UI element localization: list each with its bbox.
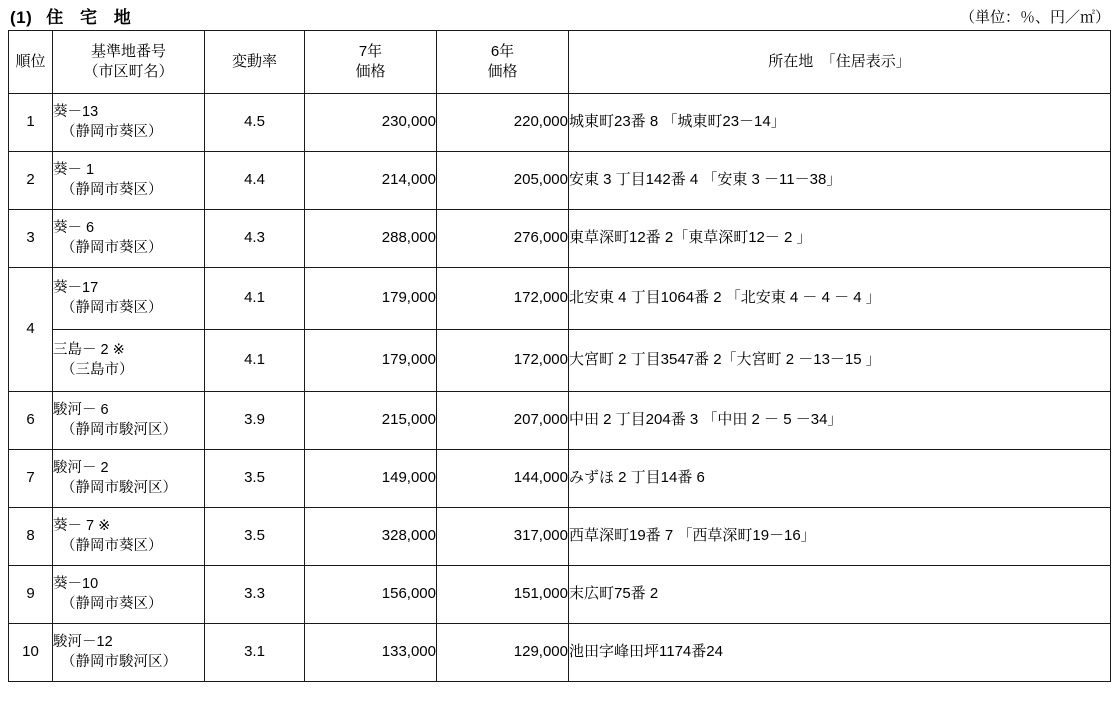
col-header-rate-line1: 変動率 <box>231 52 277 70</box>
col-header-address <box>569 31 1111 94</box>
col-header-price7-line1: 7年 <box>358 42 383 60</box>
cell-rank: 7 <box>9 450 53 508</box>
col-header-price6-line2: 価格 <box>487 63 518 80</box>
cell-rank: 3 <box>9 210 53 268</box>
cell-price-year7: 288,000 <box>305 210 437 268</box>
cell-rank: 8 <box>9 508 53 566</box>
cell-address: 大宮町 2 丁目3547番 2「大宮町 2 －13－15 」 <box>569 330 1111 392</box>
cell-address: 中田 2 丁目204番 3 「中田 2 － 5 －34」 <box>569 392 1111 450</box>
cell-address: みずほ 2 丁目14番 6 <box>569 450 1111 508</box>
cell-point-number <box>53 330 205 392</box>
cell-point-number-line2: （静岡市葵区） <box>61 181 163 198</box>
cell-price-year6: 205,000 <box>437 152 569 210</box>
cell-price-year7: 156,000 <box>305 566 437 624</box>
col-header-price7-line2: 価格 <box>355 63 386 80</box>
cell-rank: 9 <box>9 566 53 624</box>
cell-address: 城東町23番 8 「城東町23－14」 <box>569 94 1111 152</box>
cell-point-number-line1: 葵－ 6 <box>53 219 95 236</box>
cell-point-number-line2: （三島市） <box>61 361 134 378</box>
cell-price-year6: 220,000 <box>437 94 569 152</box>
cell-point-number <box>53 392 205 450</box>
cell-point-number-line2: （静岡市葵区） <box>61 595 163 612</box>
cell-rank: 6 <box>9 392 53 450</box>
table-row <box>9 210 1111 268</box>
cell-change-rate: 3.9 <box>205 392 305 450</box>
cell-change-rate: 3.5 <box>205 450 305 508</box>
cell-price-year6: 172,000 <box>437 330 569 392</box>
cell-price-year6: 317,000 <box>437 508 569 566</box>
table-row <box>9 268 1111 330</box>
table-body <box>9 94 1111 682</box>
cell-point-number-line2: （静岡市葵区） <box>61 239 163 256</box>
cell-price-year7: 149,000 <box>305 450 437 508</box>
cell-address: 安東 3 丁目142番 4 「安東 3 －11－38」 <box>569 152 1111 210</box>
unit-note: （単位：％、円／㎡） <box>959 9 1110 26</box>
cell-rank: 10 <box>9 624 53 682</box>
cell-point-number-line1: 駿河－12 <box>53 633 113 650</box>
cell-point-number <box>53 210 205 268</box>
table-header-row <box>9 31 1111 94</box>
land-price-ranking-table <box>8 30 1111 682</box>
cell-rank: 4 <box>9 268 53 392</box>
cell-change-rate: 4.4 <box>205 152 305 210</box>
cell-address: 池田字峰田坪1174番24 <box>569 624 1111 682</box>
col-header-price6-line1: 6年 <box>490 42 515 60</box>
cell-point-number-line2: （静岡市駿河区） <box>61 479 177 496</box>
cell-change-rate: 3.1 <box>205 624 305 682</box>
cell-point-number-line2: （静岡市葵区） <box>61 537 163 554</box>
cell-point-number <box>53 624 205 682</box>
cell-point-number <box>53 268 205 330</box>
section-number: (1) <box>10 8 33 27</box>
cell-point-number <box>53 152 205 210</box>
cell-rank: 2 <box>9 152 53 210</box>
cell-change-rate: 4.1 <box>205 330 305 392</box>
cell-change-rate: 3.3 <box>205 566 305 624</box>
table-header <box>9 31 1111 94</box>
cell-point-number-line1: 駿河－ 6 <box>53 401 109 418</box>
cell-address: 西草深町19番 7 「西草深町19－16」 <box>569 508 1111 566</box>
col-header-point-line1: 基準地番号 <box>90 42 166 60</box>
cell-point-number-line2: （静岡市葵区） <box>61 299 163 316</box>
cell-point-number-line1: 葵－17 <box>53 279 99 296</box>
cell-point-number-line1: 三島－ 2 ※ <box>53 341 125 358</box>
cell-price-year7: 179,000 <box>305 330 437 392</box>
table-row <box>9 508 1111 566</box>
col-header-price6 <box>437 31 569 94</box>
cell-price-year7: 214,000 <box>305 152 437 210</box>
col-header-rank <box>9 31 53 94</box>
col-header-price7 <box>305 31 437 94</box>
cell-point-number <box>53 94 205 152</box>
cell-price-year6: 276,000 <box>437 210 569 268</box>
cell-address: 末広町75番 2 <box>569 566 1111 624</box>
table-row <box>9 450 1111 508</box>
cell-address: 東草深町12番 2「東草深町12－ 2 」 <box>569 210 1111 268</box>
col-header-point-line2: （市区町名） <box>83 63 174 80</box>
cell-point-number <box>53 508 205 566</box>
table-row <box>9 94 1111 152</box>
cell-price-year7: 328,000 <box>305 508 437 566</box>
col-header-rate <box>205 31 305 94</box>
cell-point-number-line1: 葵－13 <box>53 103 99 120</box>
cell-point-number-line1: 葵－ 1 <box>53 161 95 178</box>
table-row <box>9 152 1111 210</box>
cell-price-year6: 151,000 <box>437 566 569 624</box>
cell-price-year6: 207,000 <box>437 392 569 450</box>
section-header <box>8 0 1112 30</box>
table-row <box>9 566 1111 624</box>
col-header-address-line1: 所在地 「住居表示」 <box>768 52 911 70</box>
cell-point-number-line1: 駿河－ 2 <box>53 459 109 476</box>
cell-price-year7: 179,000 <box>305 268 437 330</box>
cell-change-rate: 4.3 <box>205 210 305 268</box>
table-row <box>9 392 1111 450</box>
cell-point-number-line2: （静岡市葵区） <box>61 123 163 140</box>
table-row <box>9 330 1111 392</box>
cell-point-number-line1: 葵－10 <box>53 575 99 592</box>
cell-price-year6: 144,000 <box>437 450 569 508</box>
cell-change-rate: 4.5 <box>205 94 305 152</box>
cell-price-year6: 172,000 <box>437 268 569 330</box>
cell-point-number-line2: （静岡市駿河区） <box>61 421 177 438</box>
title-group <box>10 3 137 28</box>
cell-change-rate: 4.1 <box>205 268 305 330</box>
col-header-point <box>53 31 205 94</box>
cell-point-number <box>53 566 205 624</box>
cell-point-number-line1: 葵－ 7 ※ <box>53 517 111 534</box>
table-row <box>9 624 1111 682</box>
col-header-rank-line1: 順位 <box>15 52 46 70</box>
cell-price-year7: 230,000 <box>305 94 437 152</box>
cell-point-number <box>53 450 205 508</box>
cell-address: 北安東 4 丁目1064番 2 「北安東 4 － 4 － 4 」 <box>569 268 1111 330</box>
cell-price-year7: 215,000 <box>305 392 437 450</box>
page-title: 住 宅 地 <box>46 8 137 27</box>
cell-price-year7: 133,000 <box>305 624 437 682</box>
cell-price-year6: 129,000 <box>437 624 569 682</box>
cell-change-rate: 3.5 <box>205 508 305 566</box>
cell-rank: 1 <box>9 94 53 152</box>
cell-point-number-line2: （静岡市駿河区） <box>61 653 177 670</box>
